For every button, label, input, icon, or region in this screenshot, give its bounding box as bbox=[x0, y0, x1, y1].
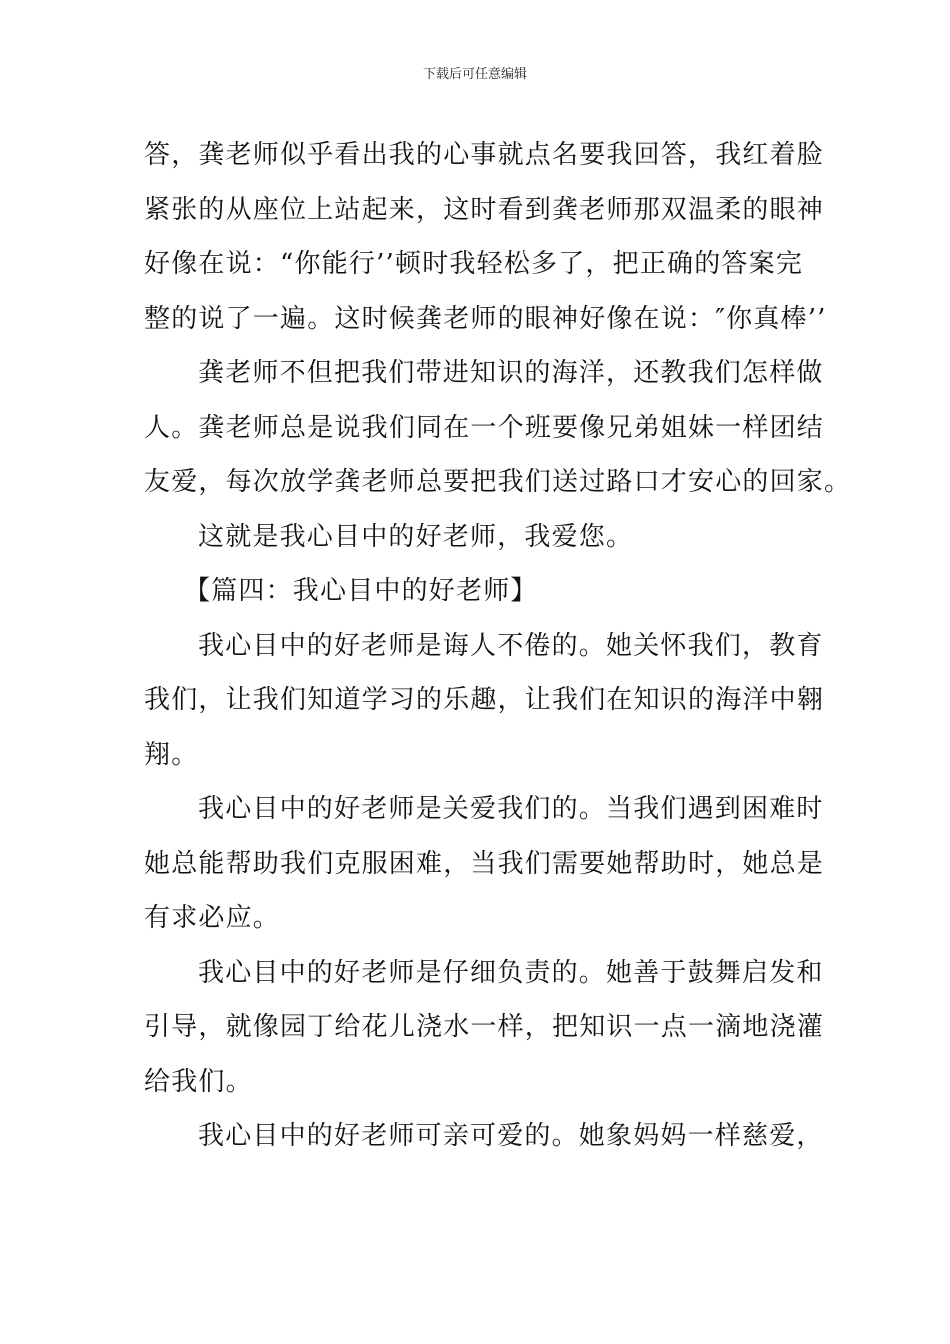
paragraph bbox=[144, 346, 852, 510]
text-line: 紧张的从座位上站起来，这时看到龚老师那双温柔的眼神 bbox=[144, 194, 825, 225]
document-body bbox=[144, 128, 852, 1164]
text-line: 这就是我心目中的好老师，我爱您。 bbox=[198, 521, 634, 552]
text-line: 整的说了一遍。这时候龚老师的眼神好像在说：″你真棒’’ bbox=[144, 303, 827, 334]
text-line: 我心目中的好老师可亲可爱的。她象妈妈一样慈爱， bbox=[198, 1121, 824, 1151]
paragraph bbox=[144, 128, 827, 346]
text-line: 给我们。 bbox=[144, 1066, 253, 1097]
paragraph bbox=[144, 782, 825, 946]
section-heading bbox=[144, 564, 806, 619]
text-line: 我们，让我们知道学习的乐趣，让我们在知识的海洋中翱 bbox=[144, 685, 825, 715]
paragraph bbox=[144, 619, 825, 783]
paragraph bbox=[144, 1109, 824, 1164]
text-line: 我心目中的好老师是关爱我们的。当我们遇到困难时 bbox=[198, 794, 824, 824]
text-line: 【篇四：我心目中的好老师】 bbox=[184, 576, 538, 606]
text-line: 她总能帮助我们克服困难，当我们需要她帮助时，她总是 bbox=[144, 848, 825, 879]
paragraph bbox=[144, 946, 825, 1110]
paragraph bbox=[144, 510, 806, 565]
text-line: 好像在说：“你能行’’顿时我轻松多了，把正确的答案完 bbox=[144, 249, 804, 279]
text-line: 龚老师不但把我们带进知识的海洋，还教我们怎样做 bbox=[198, 358, 824, 388]
text-line: 翔。 bbox=[144, 739, 199, 770]
text-line: 我心目中的好老师是仔细负责的。她善于鼓舞启发和 bbox=[198, 957, 824, 988]
text-line: 友爱，每次放学龚老师总要把我们送过路口才安心的回家。 bbox=[144, 467, 852, 497]
text-line: 我心目中的好老师是诲人不倦的。她关怀我们，教育 bbox=[198, 630, 824, 661]
text-line: 答，龚老师似乎看出我的心事就点名要我回答，我红着脸 bbox=[144, 140, 825, 170]
page-header-note: 下载后可任意编辑 bbox=[422, 67, 527, 82]
text-line: 引导，就像园丁给花儿浇水一样，把知识一点一滴地浇灌 bbox=[144, 1012, 825, 1042]
text-line: 有求必应。 bbox=[144, 903, 281, 933]
text-line: 人。龚老师总是说我们同在一个班要像兄弟姐妹一样团结 bbox=[144, 412, 825, 443]
